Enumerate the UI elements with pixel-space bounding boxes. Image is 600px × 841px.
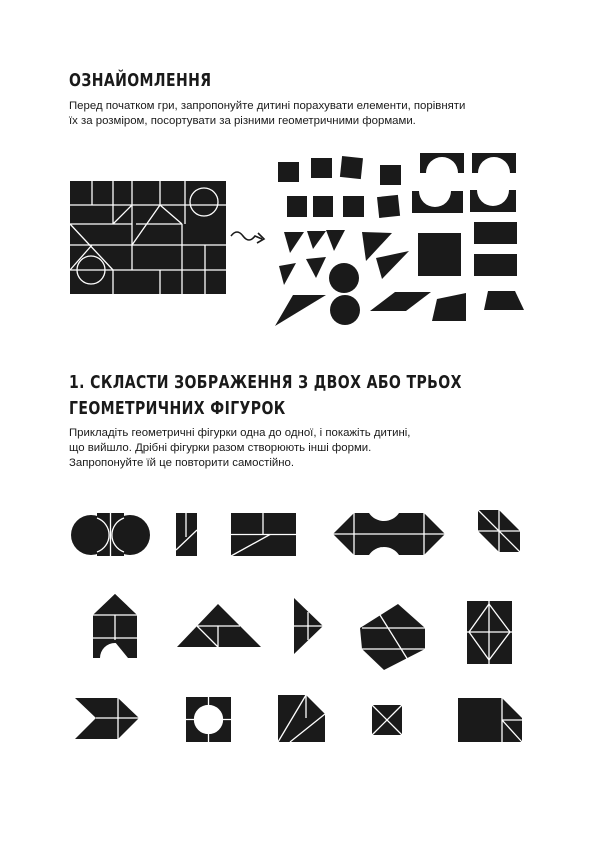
combo-chevron	[75, 698, 139, 739]
combo-house	[93, 594, 137, 658]
combo-small-square-cross	[372, 705, 402, 735]
section1-title-line-1: 1. СКЛАСТИ ЗОБРАЖЕННЯ З ДВОХ АБО ТРЬОХ	[69, 372, 462, 393]
combo-square-cut-corner	[278, 695, 325, 742]
combo-diamond-corner	[478, 510, 520, 552]
combo-arrow-right	[294, 598, 323, 654]
intro-title: ОЗНАЙОМЛЕННЯ	[69, 70, 212, 91]
puzzle-board-icon	[70, 181, 226, 294]
section1-title-line-2: ГЕОМЕТРИЧНИХ ФІГУРОК	[69, 398, 286, 419]
combo-two-circles-square	[71, 513, 150, 556]
combo-large-square-tab	[458, 698, 522, 742]
section1-text-line-1: Прикладіть геометричні фігурки одна до одної, і покажіть дитині,	[69, 427, 411, 439]
combo-hexagon-arches	[333, 513, 445, 555]
combo-square-diamond	[467, 601, 512, 664]
scattered-pieces-icon	[275, 153, 524, 326]
curly-arrow-icon	[231, 232, 264, 243]
section1-text-line-3: Запропонуйте їй це повторити самостійно.	[69, 457, 295, 469]
combo-big-triangle	[177, 604, 261, 647]
intro-text-line-1: Перед початком гри, запропонуйте дитині порахувати елементи, порівняти	[69, 100, 466, 112]
combo-tilted-bars	[360, 604, 425, 670]
combo-square-circle	[186, 697, 231, 742]
section1-text-line-2: що вийшло. Дрібні фігурки разом створюють інші форми.	[69, 442, 372, 454]
combo-rectangles-grid	[231, 513, 296, 556]
combo-tall-rectangle	[176, 513, 197, 556]
intro-text-line-2: їх за розміром, посортувати за різними геометричними формами.	[69, 115, 416, 127]
